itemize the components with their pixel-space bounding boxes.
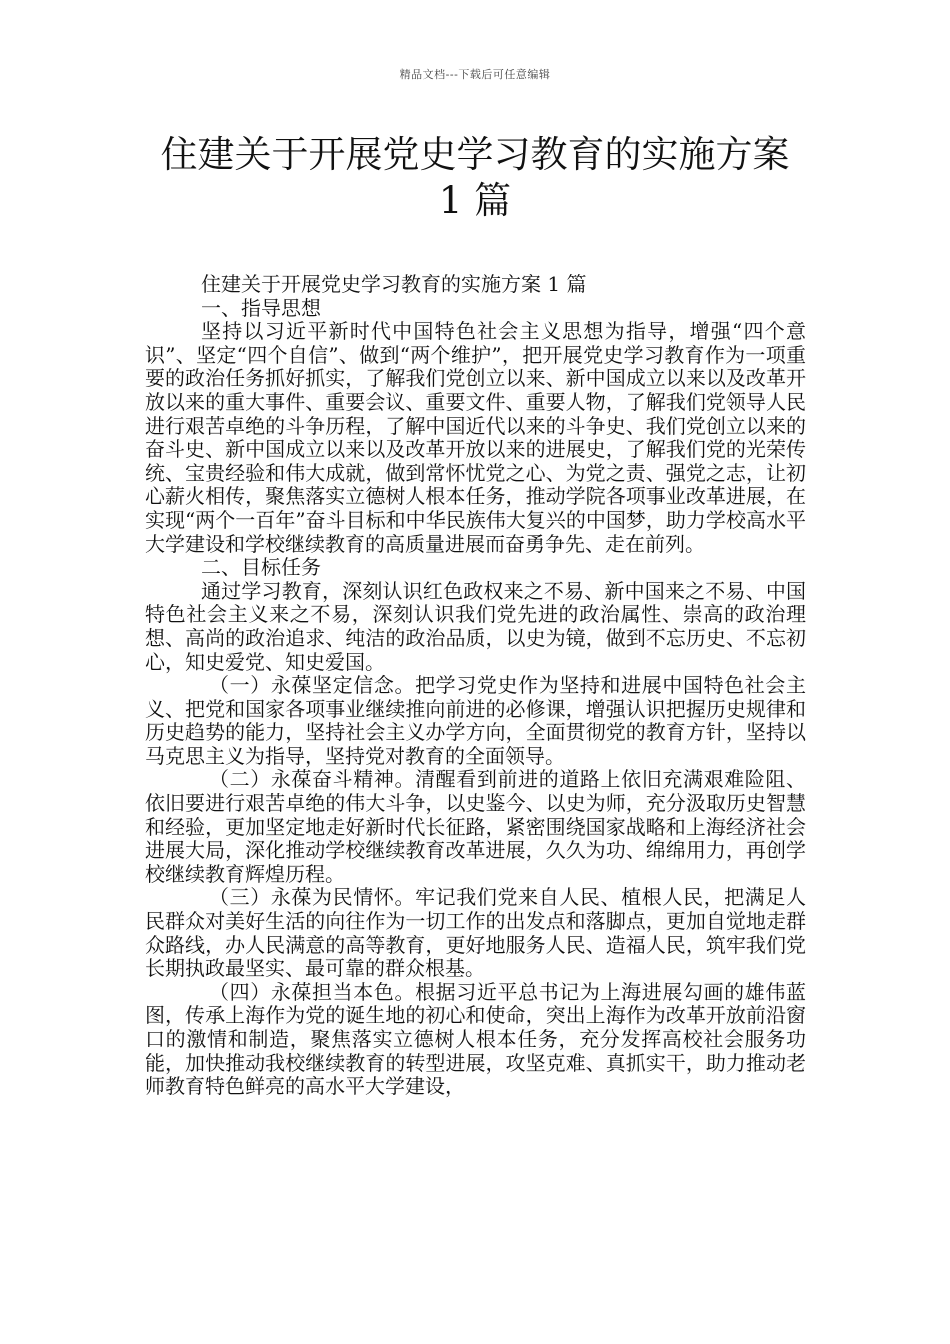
paragraph-item-4: （四）永葆担当本色。根据习近平总书记为上海进展勾画的雄伟蓝图，传承上海作为党的诞生地的初心和使命，突出上海作为改革开放前沿窗口的激情和制造，聚焦落实立德树人根本任务，充分发挥高校社会服务功能，加快推动我校继续教育的转型进展，攻坚克难、真抓实干，助力推动老师教育特色鲜亮的高水平大学建设，	[145, 979, 806, 1099]
paragraph-item-2: （二）永葆奋斗精神。清醒看到前进的道路上依旧充满艰难险阻、依旧要进行艰苦卓绝的伟大斗争，以史鉴今、以史为师，充分汲取历史智慧和经验，更加坚定地走好新时代长征路，紧密围绕国家战略和上海经济社会进展大局，深化推动学校继续教育改革进展，久久为功、绵绵用力，再创学校继续教育辉煌历程。	[145, 767, 806, 886]
document-title	[145, 132, 805, 224]
paragraph-item-1: （一）永葆坚定信念。把学习党史作为坚持和进展中国特色社会主义、把党和国家各项事业继续推向前进的必修课，增强认识把握历史规律和历史趋势的能力，坚持社会主义办学方向，全面贯彻党的教育方针，坚持以马克思主义为指导，坚持党对教育的全面领导。	[145, 673, 806, 768]
section-heading-goals-tasks: 二、目标任务	[201, 555, 321, 580]
page-header-note: 精品文档---下载后可任意编辑	[399, 68, 551, 81]
body-heading-repeat: 住建关于开展党史学习教育的实施方案 1 篇	[201, 272, 587, 296]
paragraph-item-3: （三）永葆为民情怀。牢记我们党来自人民、植根人民，把满足人民群众对美好生活的向往作为一切工作的出发点和落脚点，更加自觉地走群众路线，办人民满意的高等教育，更好地服务人民、造福人民，筑牢我们党长期执政最坚实、最可靠的群众根基。	[145, 885, 806, 981]
section-heading-guiding-ideology: 一、指导思想	[201, 295, 321, 320]
document-title-text: 住建关于开展党史学习教育的实施方案 1 篇	[160, 133, 790, 222]
paragraph-goals-tasks: 通过学习教育，深刻认识红色政权来之不易、新中国来之不易、中国特色社会主义来之不易，深刻认识我们党先进的政治属性、崇高的政治理想、高尚的政治追求、纯洁的政治品质，以史为镜，做到不忘历史、不忘初心，知史爱党、知史爱国。	[145, 578, 806, 674]
document-body	[145, 273, 806, 1099]
paragraph-guiding-ideology: 坚持以习近平新时代中国特色社会主义思想为指导，增强“四个意识”、坚定“四个自信”、做到“两个维护”，把开展党史学习教育作为一项重要的政治任务抓好抓实，了解我们党创立以来、新中国成立以来以及改革开放以来的重大事件、重要会议、重要文件、重要人物，了解我们党领导人民进行艰苦卓绝的斗争历程，了解中国近代以来的斗争史、我们党创立以来的奋斗史、新中国成立以来以及改革开放以来的进展史，了解我们党的光荣传统、宝贵经验和伟大成就，做到常怀忧党之心、为党之责、强党之志，让初心薪火相传，聚焦落实立德树人根本任务，推动学院各项事业改革进展，在实现“两个一百年”奋斗目标和中华民族伟大复兴的中国梦，助力学校高水平大学建设和学校继续教育的高质量进展而奋勇争先、走在前列。	[145, 319, 806, 556]
